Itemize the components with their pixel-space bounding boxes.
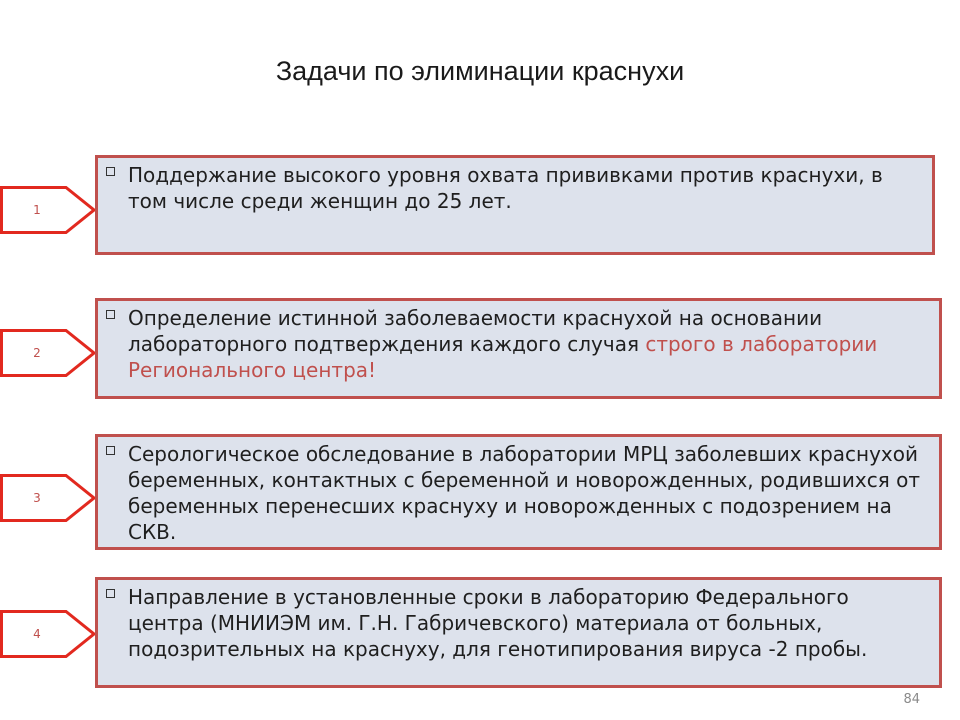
task-box <box>95 577 942 688</box>
task-number-marker <box>0 610 96 658</box>
slide-title: Задачи по элиминации краснухи <box>275 56 685 86</box>
arrow-pentagon-icon <box>0 610 96 658</box>
task-text: Поддержание высокого уровня охвата прививками против краснухи, в том числе среди женщин до 25 лет. <box>128 163 883 213</box>
task-box <box>95 155 935 255</box>
checkbox-bullet-icon <box>106 446 115 455</box>
task-number-marker <box>0 329 96 377</box>
task-text: Направление в установленные сроки в лабораторию Федерального центра (МНИИЭМ им. Г.Н. Габричевского) материала от больных, подозрительных на краснуху, для генотипирования вируса -2 пробы. <box>128 585 868 661</box>
task-text: Серологическое обследование в лаборатории МРЦ заболевших краснухой беременных, контактных с беременной и новорожденных, родившихся от беременных перенесших краснуху и новорожденных с подозрением на СКВ. <box>128 442 920 544</box>
task-accent-text: строго в лаборатории Регионального центра! <box>128 332 878 382</box>
task-number: 4 <box>33 627 41 641</box>
task-text: Определение истинной заболеваемости краснухой на основании лабораторного подтверждения каждого случая <box>128 306 823 356</box>
arrow-pentagon-icon <box>0 186 96 234</box>
task-number: 3 <box>33 491 41 505</box>
arrow-pentagon-icon <box>0 329 96 377</box>
task-number-marker <box>0 186 96 234</box>
checkbox-bullet-icon <box>106 310 115 319</box>
page-number: 84 <box>903 692 920 707</box>
checkbox-bullet-icon <box>106 167 115 176</box>
task-box <box>95 298 942 399</box>
task-number: 1 <box>33 203 41 217</box>
task-box <box>95 434 942 550</box>
arrow-pentagon-icon <box>0 474 96 522</box>
checkbox-bullet-icon <box>106 589 115 598</box>
task-number-marker <box>0 474 96 522</box>
task-number: 2 <box>33 346 41 360</box>
